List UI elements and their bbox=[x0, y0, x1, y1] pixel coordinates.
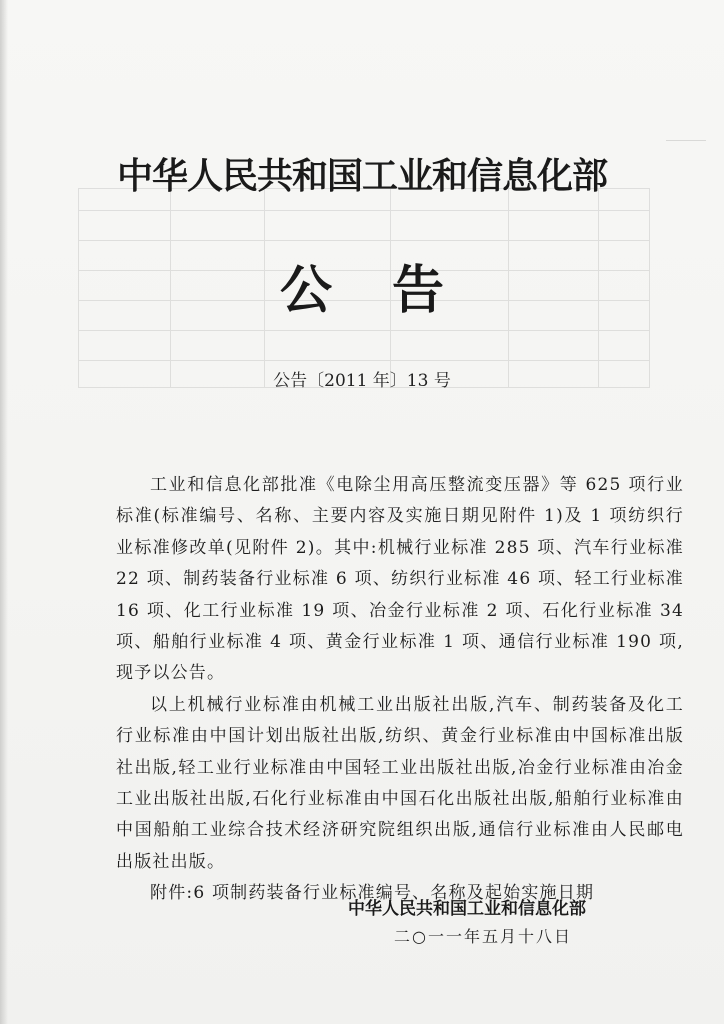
notice-body bbox=[116, 470, 684, 910]
signature-date: 二○一一年五月十八日 bbox=[394, 927, 572, 946]
signature-organization: 中华人民共和国工业和信息化部 bbox=[348, 899, 586, 919]
paragraph-approval: 工业和信息化部批准《电除尘用高压整流变压器》等 625 项行业标准(标准编号、名称、主要内容及实施日期见附件 1)及 1 项纺织行业标准修改单(见附件 2)。其中:机械行业标准 285 项、汽车行业标准 22 项、制药装备行业标准 6 项、纺织行业标准 46 项、轻工行业标准 16 项、化工行业标准 19 项、冶金行业标准 2 项、石化行业标准 34 项、船舶行业标准 4 项、黄金行业标准 1 项、通信行业标准 190 项,现予以公告。 bbox=[116, 475, 684, 684]
bleed-through-mark bbox=[666, 120, 706, 141]
paragraph-attachment: 附件:6 项制药装备行业标准编号、名称及起始实施日期 bbox=[150, 883, 595, 904]
document-number: 公告〔2011 年〕13 号 bbox=[273, 371, 451, 391]
ministry-title: 中华人民共和国工业和信息化部 bbox=[116, 156, 607, 197]
paragraph-publishers: 以上机械行业标准由机械工业出版社出版,汽车、制药装备及化工行业标准由中国计划出版社出版,纺织、黄金行业标准由中国标准出版社出版,轻工业行业标准由中国轻工业出版社出版,冶金行业标准由冶金工业出版社出版,石化行业标准由中国石化出版社出版,船舶行业标准由中国船舶工业综合技术经济研究院组织出版,通信行业标准由人民邮电出版社出版。 bbox=[116, 694, 684, 872]
notice-title: 公告 bbox=[279, 261, 504, 321]
